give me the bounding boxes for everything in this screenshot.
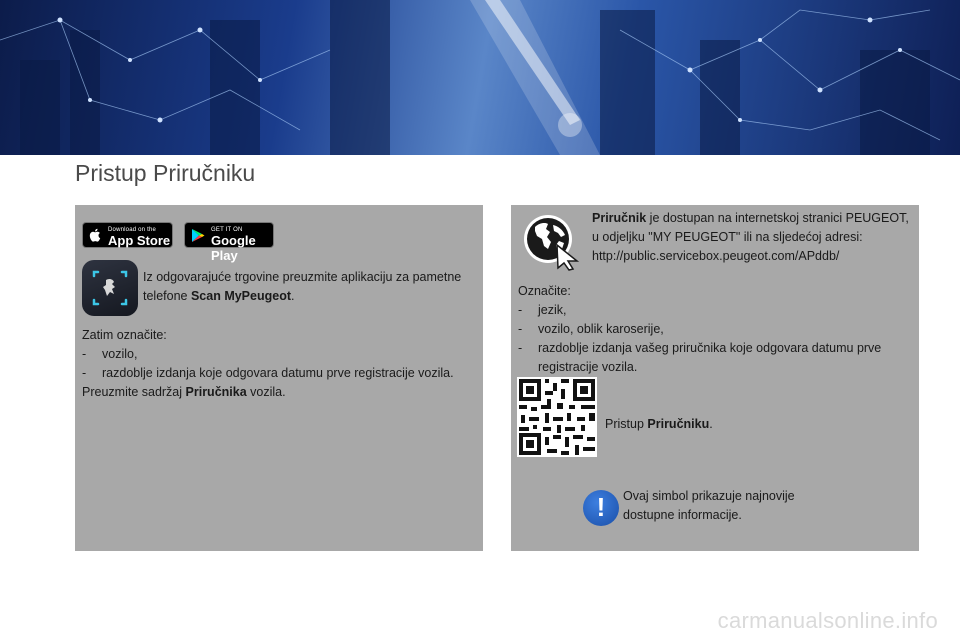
play-store-icon	[191, 228, 205, 243]
left-select-label: Zatim označite:	[82, 328, 167, 342]
download-text-pre: Preuzmite sadržaj	[82, 385, 186, 399]
app-store-big-label: App Store	[108, 233, 171, 248]
manual-url[interactable]: http://public.servicebox.peugeot.com/APddb/	[592, 249, 840, 263]
qr-caption-pre: Pristup	[605, 417, 648, 431]
list-item	[518, 339, 913, 377]
left-steps	[82, 326, 477, 402]
list-item	[82, 345, 477, 364]
list-dash: -	[518, 322, 523, 336]
scan-mypeugeot-app-icon	[82, 260, 138, 316]
google-play-small-label: GET IT ON	[211, 227, 243, 233]
hero-banner	[0, 0, 960, 155]
list-item-text: razdoblje izdanja vašeg priručnika koje odgovara datumu prve registracije vozila.	[538, 341, 882, 374]
list-item-text: razdoblje izdanja koje odgovara datumu prve registracije vozila.	[102, 366, 454, 380]
exclamation-icon	[583, 490, 619, 526]
list-dash: -	[82, 366, 87, 380]
app-instruction-text: Iz odgovarajuće trgovine preuzmite aplikaciju za pametne telefone	[143, 270, 462, 303]
app-instruction	[143, 268, 473, 306]
list-item-text: vozilo,	[102, 347, 138, 361]
list-item	[518, 320, 913, 339]
qr-code[interactable]	[517, 377, 597, 457]
list-item-text: vozilo, oblik karoserije,	[538, 322, 664, 336]
list-dash: -	[518, 341, 523, 355]
download-text-post: vozila.	[246, 385, 286, 399]
watermark: carmanualsonline.info	[717, 608, 938, 633]
intro-text: je dostupan na internetskoj stranici PEUGEOT, u odjeljku "MY PEUGEOT" ili na sljedećoj adresi:	[592, 211, 909, 244]
qr-caption	[605, 415, 905, 434]
right-select-label: Označite:	[518, 284, 571, 298]
qr-caption-post: .	[709, 417, 713, 431]
google-play-badge[interactable]	[184, 222, 274, 263]
list-dash: -	[518, 303, 523, 317]
app-instruction-end: .	[291, 289, 295, 303]
app-name: Scan MyPeugeot	[190, 289, 291, 303]
download-text	[82, 383, 477, 402]
app-store-small-label: Download on the	[108, 227, 157, 233]
right-intro	[592, 209, 914, 266]
globe-cursor-icon	[521, 211, 581, 271]
download-text-bold: Priručnika	[185, 385, 247, 399]
app-store-badge[interactable]	[82, 222, 173, 248]
list-dash: -	[82, 347, 87, 361]
update-note	[623, 487, 813, 525]
peugeot-lion-icon	[82, 260, 138, 316]
list-item	[518, 301, 913, 320]
exclamation-glyph: !	[596, 492, 606, 522]
network-illustration	[0, 0, 960, 155]
apple-icon	[89, 228, 101, 242]
list-item	[82, 364, 477, 383]
page-title: Pristup Priručniku	[75, 160, 256, 186]
qr-code-icon	[517, 377, 597, 457]
update-note-text: Ovaj simbol prikazuje najnovije dostupne informacije.	[623, 489, 795, 522]
right-steps	[518, 282, 913, 377]
intro-bold: Priručnik	[592, 211, 647, 225]
list-item-text: jezik,	[538, 303, 567, 317]
qr-caption-bold: Priručniku	[647, 417, 710, 431]
google-play-big-label: Google Play	[211, 233, 256, 263]
